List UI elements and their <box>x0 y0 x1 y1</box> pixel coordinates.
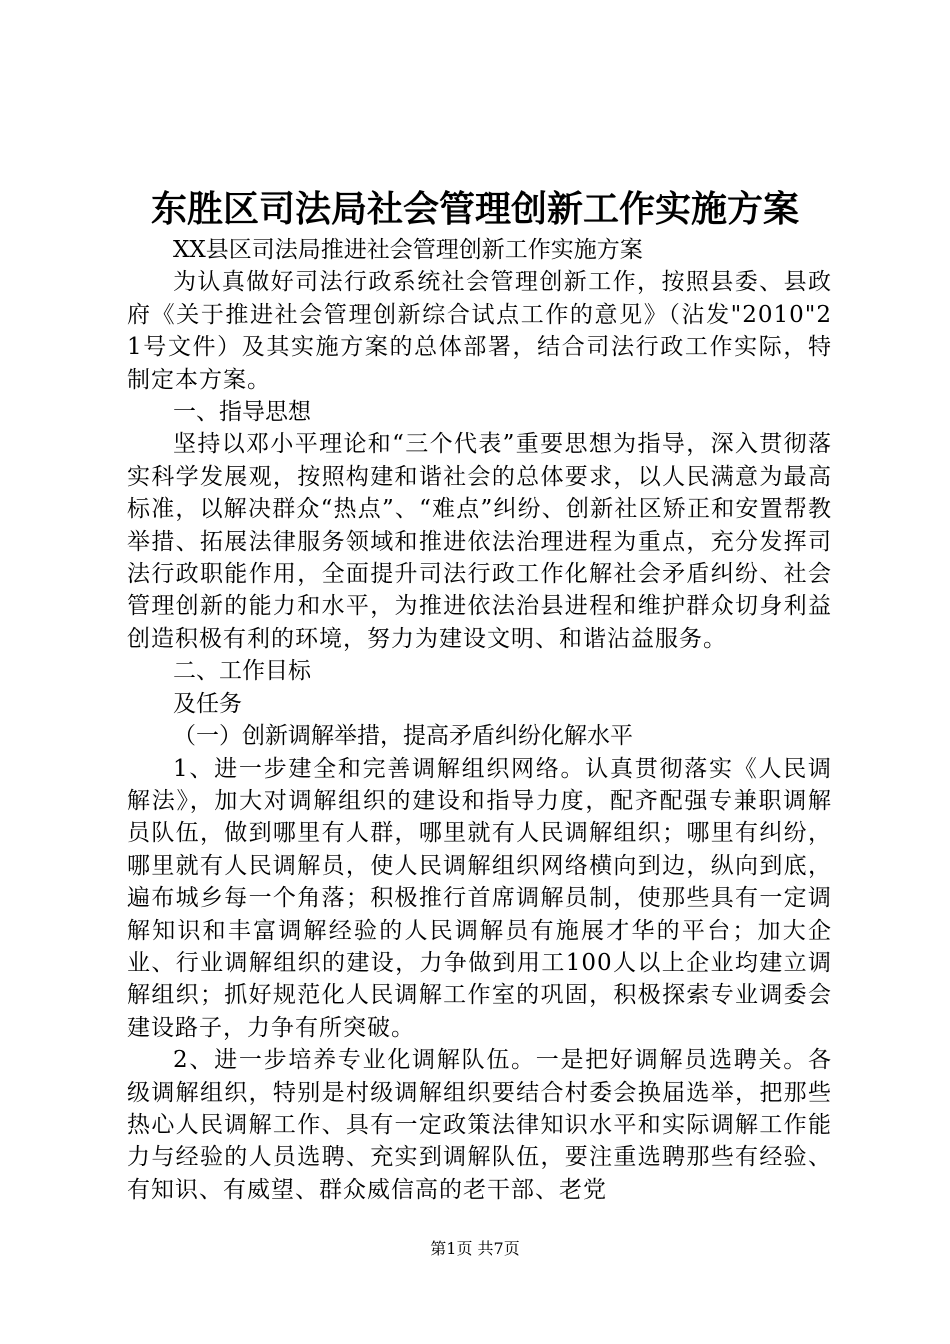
heading-tasks: 及任务 <box>173 690 242 717</box>
paragraph-intro: 为认真做好司法行政系统社会管理创新工作，按照县委、县政府《关于推进社会管理创新综合试点工作的意见》（沾发"2010"21号文件）及其实施方案的总体部署，结合司法行政工作实际，特制定本方案。 <box>127 269 832 393</box>
paragraph-item-1: 1、进一步建全和完善调解组织网络。认真贯彻落实《人民调解法》，加大对调解组织的建设和指导力度，配齐配强专兼职调解员队伍，做到哪里有人群，哪里就有人民调解组织；哪里有纠纷，哪里就有人民调解员，使人民调解组织网络横向到边，纵向到底，遍布城乡每一个角落；积极推行首席调解员制，使那些具有一定调解知识和丰富调解经验的人民调解员有施展才华的平台；加大企业、行业调解组织的建设，力争做到用工100人以上企业均建立调解组织；抓好规范化人民调解工作室的巩固，积极探索专业调委会建设路子，力争有所突破。 <box>127 755 832 1041</box>
paragraph-subtitle: XX县区司法局推进社会管理创新工作实施方案 <box>173 237 643 263</box>
heading-work-goals: 二、工作目标 <box>173 658 311 685</box>
paragraph-guiding-ideology: 坚持以邓小平理论和“三个代表”重要思想为指导，深入贯彻落实科学发展观，按照构建和谐社会的总体要求，以人民满意为最高标准，以解决群众“热点”、“难点”纠纷、创新社区矫正和安置帮教举措、拓展法律服务领域和推进依法治理进程为重点，充分发挥司法行政职能作用，全面提升司法行政工作化解社会矛盾纠纷、社会管理创新的能力和水平，为推进依法治县进程和维护群众切身利益创造积极有利的环境，努力为建设文明、和谐沾益服务。 <box>127 431 832 652</box>
document-body <box>127 234 832 1206</box>
heading-section-one: （一）创新调解举措，提高矛盾纠纷化解水平 <box>173 723 633 750</box>
heading-guiding-ideology: 一、指导思想 <box>173 399 311 426</box>
page-number-footer: 第1页 共7页 <box>430 1239 520 1258</box>
paragraph-item-2: 2、进一步培养专业化调解队伍。一是把好调解员选聘关。各级调解组织，特别是村级调解组织要结合村委会换届选举，把那些热心人民调解工作、具有一定政策法律知识水平和实际调解工作能力与经验的人员选聘、充实到调解队伍，要注重选聘那些有经验、有知识、有威望、群众威信高的老干部、老党 <box>127 1047 832 1203</box>
document-title: 东胜区司法局社会管理创新工作实施方案 <box>150 188 799 230</box>
